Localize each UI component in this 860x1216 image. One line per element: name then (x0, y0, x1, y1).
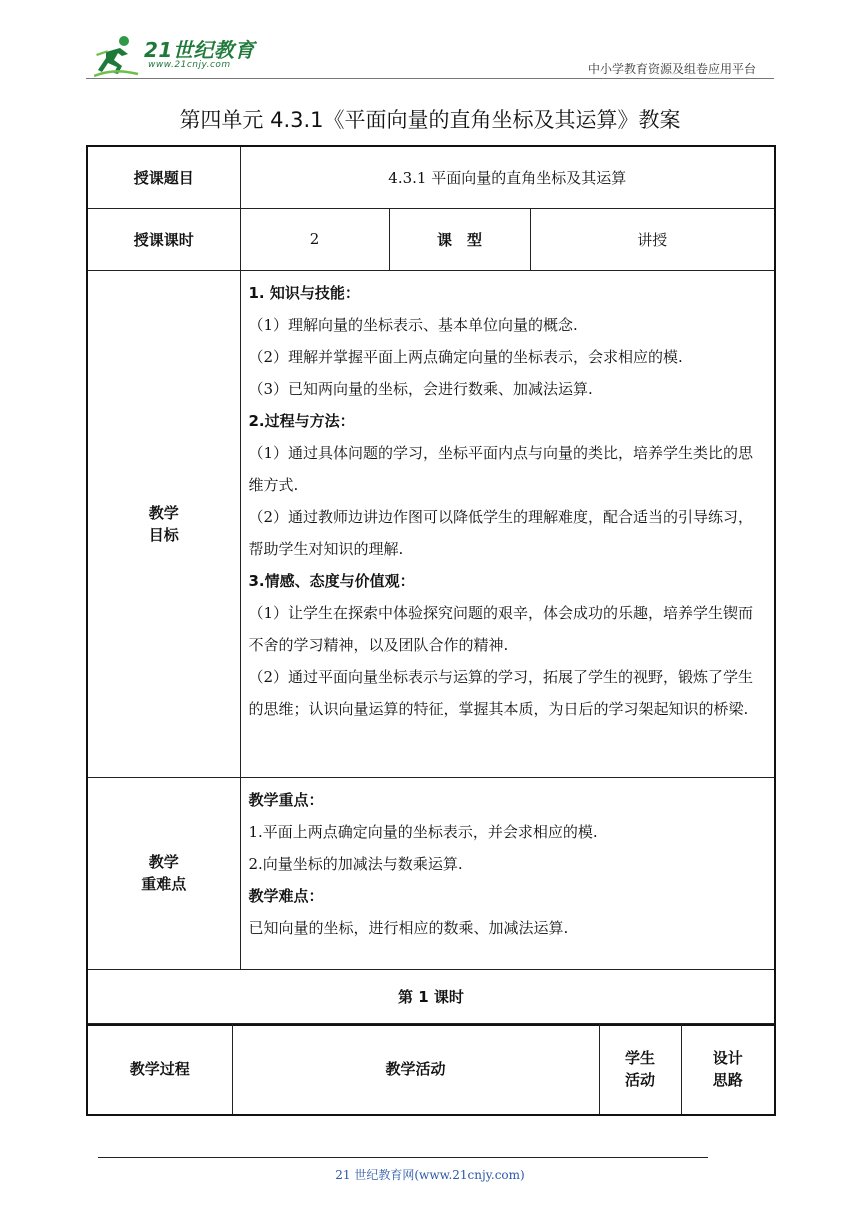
key-points-row (87, 777, 775, 969)
platform-name: 中小学教育资源及组卷应用平台 (587, 62, 756, 76)
goals-label-line1: 教学 (148, 503, 179, 522)
goal-line: （2）理解并掌握平面上两点确定向量的坐标表示，会求相应的模. (248, 347, 683, 366)
logo (94, 34, 264, 78)
goal-line: （3）已知两向量的坐标，会进行数乘、加减法运算. (248, 379, 593, 398)
goal-line: （1）让学生在探索中体验探究问题的艰辛，体会成功的乐趣，培养学生锲而不舍的学习精神，以及团队合作的精神. (248, 603, 754, 654)
lesson-plan-table (86, 145, 776, 1026)
student-activity-label (599, 1024, 681, 1115)
hours-row (87, 208, 775, 270)
goal-line: （1）通过具体问题的学习，坐标平面内点与向量的类比，培养学生类比的思维方式. (248, 443, 754, 494)
goal-line: （1）理解向量的坐标表示、基本单位向量的概念. (248, 315, 578, 334)
runner-logo-icon (94, 34, 140, 78)
key-line: 教学难点： (248, 886, 324, 905)
goal-line: 2.过程与方法： (248, 411, 355, 430)
goal-line: 1. 知识与技能： (248, 283, 360, 302)
student-label-line2: 活动 (624, 1070, 655, 1089)
footer-divider (98, 1157, 708, 1158)
key-line: 1.平面上两点确定向量的坐标表示，并会求相应的模. (248, 822, 598, 841)
goal-line: 3.情感、态度与价值观： (248, 571, 415, 590)
type-label: 课 型 (389, 208, 530, 270)
logo-text: 21世纪教育 (144, 38, 255, 62)
period-label: 第 1 课时 (87, 969, 775, 1025)
key-label-line2: 重难点 (141, 875, 187, 893)
hours-value: 2 (240, 208, 389, 270)
activity-label: 教学活动 (232, 1024, 599, 1115)
topic-label: 授课题目 (87, 146, 240, 208)
key-label-line1: 教学 (148, 853, 179, 871)
design-idea-label (681, 1024, 775, 1115)
goal-line: （2）通过平面向量坐标表示与运算的学习，拓展了学生的视野，锻炼了学生的思维；认识向量运算的特征，掌握其本质，为日后的学习架起知识的桥梁. (248, 667, 754, 718)
process-label: 教学过程 (87, 1024, 232, 1115)
type-value: 讲授 (530, 208, 775, 270)
header-divider (86, 78, 774, 79)
hours-label: 授课课时 (87, 208, 240, 270)
design-label-line2: 思路 (712, 1070, 743, 1089)
process-header-table (86, 1023, 776, 1116)
key-line: 教学重点： (248, 790, 324, 809)
period-row (87, 969, 775, 1025)
key-line: 已知向量的坐标，进行相应的数乘、加减法运算. (248, 918, 569, 937)
topic-value: 4.3.1 平面向量的直角坐标及其运算 (240, 146, 775, 208)
footer-text[interactable]: 21 世纪教育网(www.21cnjy.com) (335, 1168, 525, 1182)
goals-label (87, 270, 240, 777)
key-points-label (87, 777, 240, 969)
logo-url: www.21cnjy.com (148, 60, 231, 70)
page-header (86, 28, 774, 80)
topic-row (87, 146, 775, 208)
key-points-content (240, 777, 775, 969)
goal-line: （2）通过教师边讲边作图可以降低学生的理解难度，配合适当的引导练习，帮助学生对知识的理解. (248, 507, 754, 558)
design-label-line1: 设计 (712, 1048, 743, 1067)
page-title: 第四单元 4.3.1《平面向量的直角坐标及其运算》教案 (179, 108, 681, 132)
goals-row (87, 270, 775, 777)
goals-label-line2: 目标 (148, 525, 179, 544)
student-label-line1: 学生 (624, 1048, 655, 1067)
goals-content (240, 270, 775, 777)
key-line: 2.向量坐标的加减法与数乘运算. (248, 854, 463, 873)
process-header-row (87, 1024, 775, 1115)
